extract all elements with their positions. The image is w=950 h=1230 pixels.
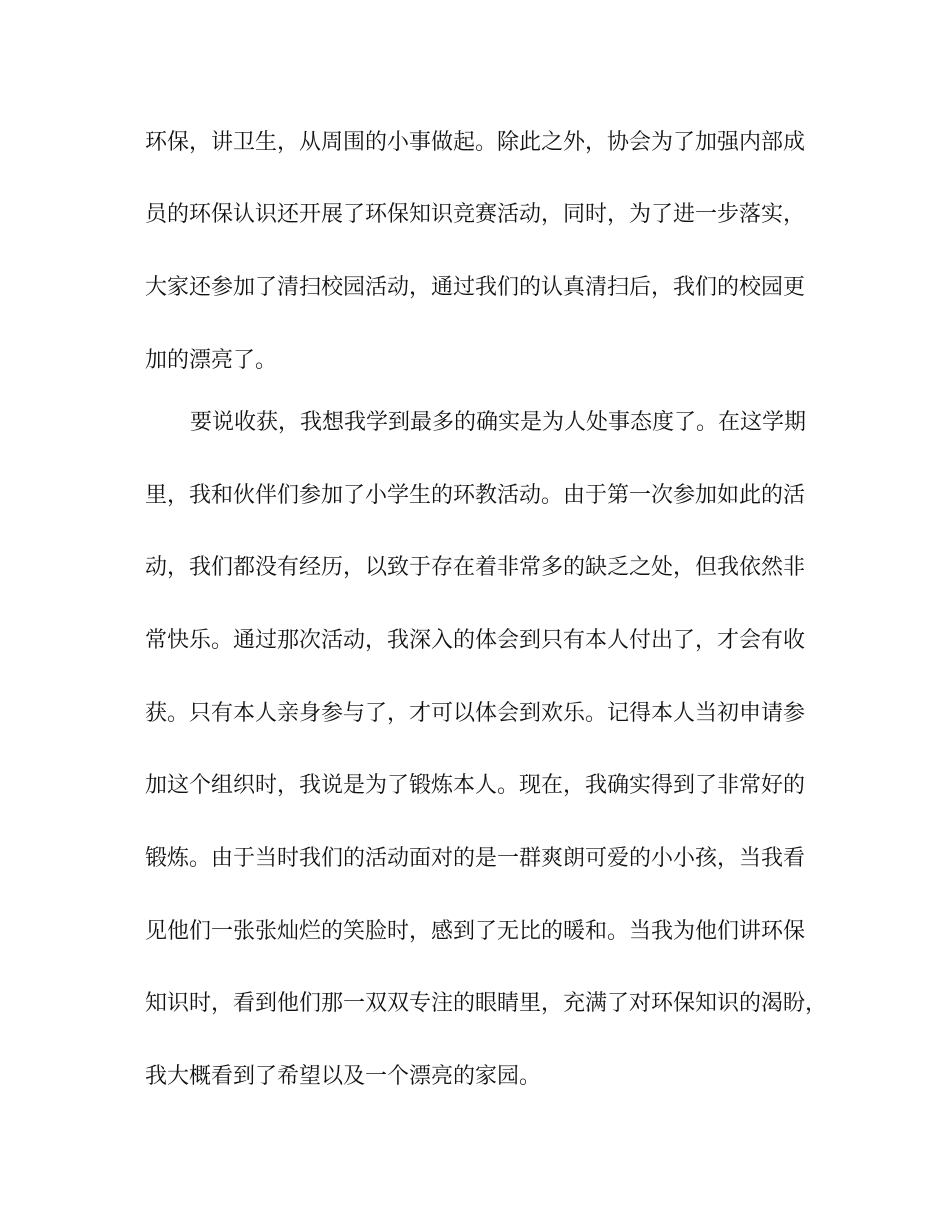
- paragraph-line: 员的环保认识还开展了环保知识竞赛活动，同时，为了进一步落实，: [145, 202, 806, 227]
- paragraph-line: 大家还参加了清扫校园活动，通过我们的认真清扫后，我们的校园更: [145, 275, 806, 300]
- paragraph-line: 常快乐。通过那次活动，我深入的体会到只有本人付出了，才会有收: [145, 628, 806, 653]
- paragraph-line: 加的漂亮了。: [145, 348, 278, 373]
- paragraph-line: 加这个组织时，我说是为了锻炼本人。现在，我确实得到了非常好的: [145, 773, 806, 798]
- paragraph-line: 我大概看到了希望以及一个漂亮的家园。: [145, 1064, 542, 1089]
- paragraph-line: 见他们一张张灿烂的笑脸时，感到了无比的暖和。当我为他们讲环保: [145, 919, 806, 944]
- paragraph-line: 锻炼。由于当时我们的活动面对的是一群爽朗可爱的小小孩，当我看: [145, 846, 806, 871]
- paragraph-line: 要说收获，我想我学到最多的确实是为人处事态度了。在这学期: [190, 410, 807, 435]
- paragraph-line: 里，我和伙伴们参加了小学生的环教活动。由于第一次参加如此的活: [145, 483, 806, 508]
- paragraph-line: 知识时，看到他们那一双双专注的眼睛里，充满了对环保知识的渴盼，: [145, 991, 828, 1016]
- paragraph-line: 获。只有本人亲身参与了，才可以体会到欢乐。记得本人当初申请参: [145, 701, 806, 726]
- paragraph-line: 动，我们都没有经历，以致于存在着非常多的缺乏之处，但我依然非: [145, 555, 806, 580]
- paragraph-line: 环保，讲卫生，从周围的小事做起。除此之外，协会为了加强内部成: [145, 130, 806, 155]
